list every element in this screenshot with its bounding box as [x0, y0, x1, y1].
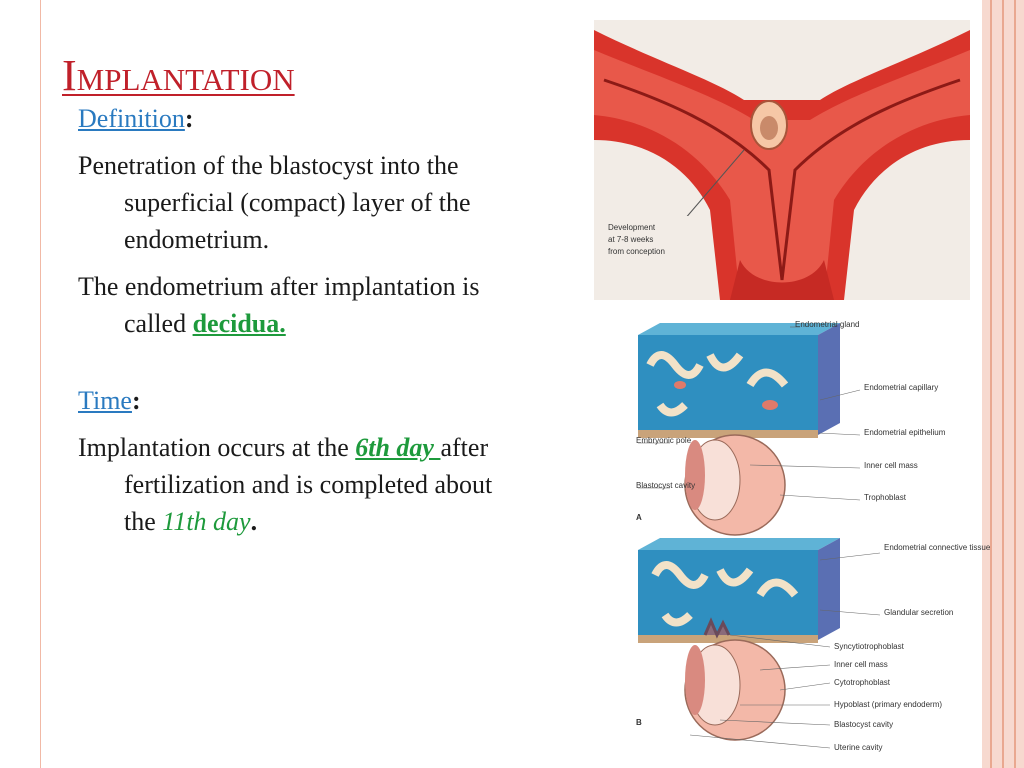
decidua-paragraph [78, 268, 508, 342]
time-colon: : [131, 386, 141, 415]
definition-heading: Definition [78, 104, 185, 133]
label-embryonic-pole: Embryonic pole [636, 436, 692, 445]
label-glandular-secretion: Glandular secretion [884, 608, 954, 617]
uterus-caption-line3: from conception [608, 247, 665, 256]
label-syncytiotrophoblast: Syncytiotrophoblast [834, 642, 904, 651]
time-heading: Time [78, 386, 132, 415]
implantation-diagram [620, 305, 991, 765]
definition-paragraph: Penetration of the blastocyst into the superficial (compact) layer of the endometrium. [78, 151, 471, 254]
label-trophoblast: Trophoblast [864, 493, 906, 502]
slide-title: Implantation [62, 51, 295, 100]
time-period: . [250, 507, 258, 536]
uterus-illustration [594, 20, 970, 300]
eleventh-day-term: 11th day [162, 507, 251, 536]
label-inner-cell-mass-a: Inner cell mass [864, 461, 918, 470]
definition-heading-line [78, 100, 508, 137]
label-uterine-cavity: Uterine cavity [834, 743, 883, 752]
label-endometrial-gland: Endometrial gland [795, 320, 860, 329]
label-endometrial-connective-tissue: Endometrial connective tissue [884, 543, 991, 552]
label-blastocyst-cavity-a: Blastocyst cavity [636, 481, 696, 490]
time-text-a: Implantation occurs at the [78, 433, 356, 462]
label-inner-cell-mass-b: Inner cell mass [834, 660, 888, 669]
time-text-b: after fertilization and is completed about the [124, 433, 493, 536]
label-endometrial-capillary: Endometrial capillary [864, 383, 939, 392]
uterus-caption-line2: at 7-8 weeks [608, 235, 654, 244]
left-border-rule [40, 0, 41, 768]
label-blastocyst-cavity-b: Blastocyst cavity [834, 720, 894, 729]
label-endometrial-epithelium: Endometrial epithelium [864, 428, 946, 437]
sixth-day-term: 6th day [355, 433, 441, 462]
time-heading-line [78, 382, 508, 419]
label-cytotrophoblast: Cytotrophoblast [834, 678, 891, 687]
right-decorative-border [982, 0, 1024, 768]
time-paragraph [78, 429, 508, 540]
decidua-text: The endometrium after implantation is called [78, 272, 480, 338]
slide-body [78, 100, 508, 540]
definition-colon: : [184, 104, 194, 133]
decidua-term: decidua. [192, 309, 286, 338]
panel-a-letter: A [636, 513, 642, 522]
uterus-caption-line1: Development [608, 223, 656, 232]
panel-b-letter: B [636, 718, 642, 727]
label-hypoblast: Hypoblast (primary endoderm) [834, 700, 943, 709]
